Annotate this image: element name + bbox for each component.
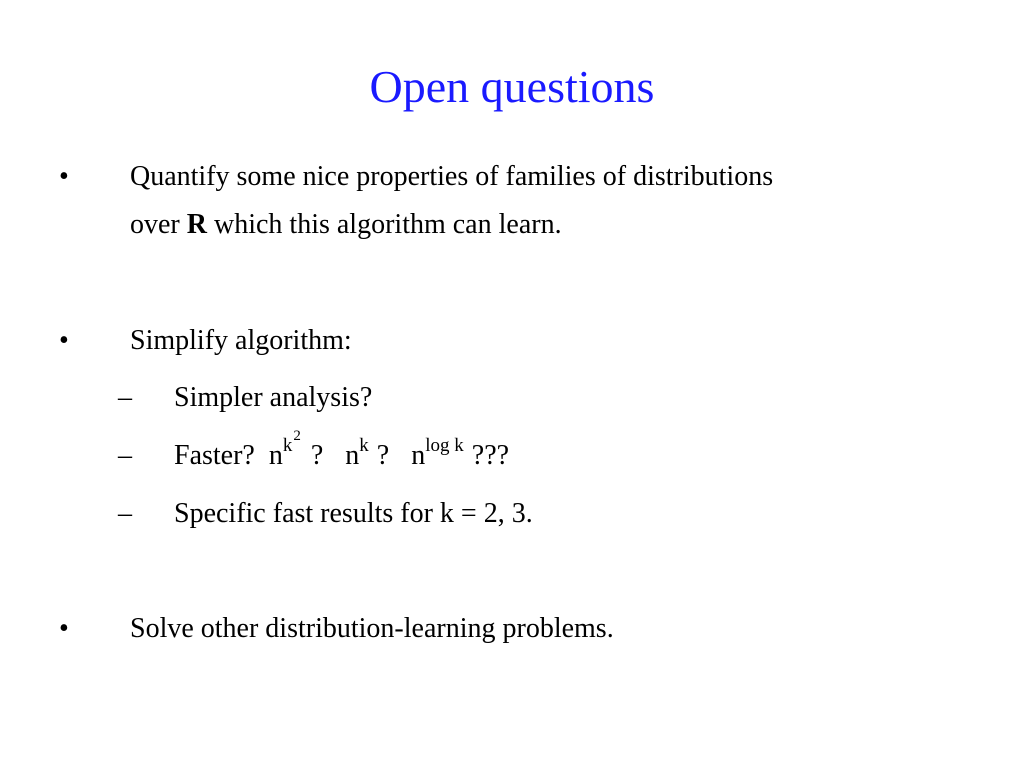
bullet-3-text: Solve other distribution-learning problems. xyxy=(130,613,614,644)
sub-item-3-marker: – xyxy=(118,498,132,529)
sub-item-1-marker: – xyxy=(118,382,132,413)
n-base-1: n xyxy=(268,440,283,471)
bullet-1-line-2-post: which this algorithm can learn. xyxy=(207,209,562,240)
k-exponent-2: k xyxy=(359,435,369,456)
sub-item-3-text: Specific fast results for k = 2, 3. xyxy=(174,498,533,529)
n-base-3: n xyxy=(411,440,426,471)
faster-label: Faster? xyxy=(174,440,255,471)
bullet-1-line-2-pre: over xyxy=(130,209,187,240)
k-exponent-1: k xyxy=(282,435,293,456)
question-3: ??? xyxy=(471,440,510,471)
bullet-3-marker: • xyxy=(59,613,69,644)
bullet-2-marker: • xyxy=(59,325,69,356)
bullet-1-line-1: Quantify some nice properties of families of distributions xyxy=(130,161,774,192)
sub-item-2-marker: – xyxy=(118,440,132,471)
question-1: ? xyxy=(310,440,324,471)
bullet-2-text: Simplify algorithm: xyxy=(130,325,352,356)
sub-item-1-text: Simpler analysis? xyxy=(174,382,373,413)
squared-exponent: 2 xyxy=(293,428,301,444)
sub-item-2-text xyxy=(174,428,954,484)
slide-title: Open questions xyxy=(369,61,655,112)
bullet-1-bold-r: R xyxy=(186,209,207,240)
bullet-1-marker: • xyxy=(59,161,69,192)
log-k-exponent: log k xyxy=(425,435,464,456)
bullet-1-text xyxy=(130,153,950,249)
n-base-2: n xyxy=(345,440,360,471)
question-2: ? xyxy=(376,440,390,471)
